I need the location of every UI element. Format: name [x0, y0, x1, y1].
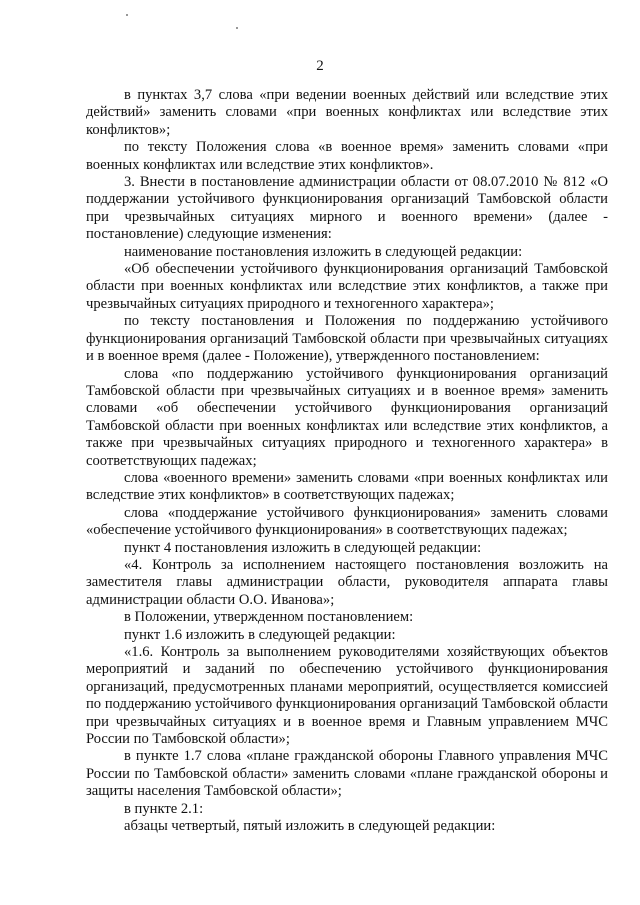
paragraph: слова «по поддержанию устойчивого функционирования организаций Тамбовской области при чрезвычайных ситуациях и в военное время» заменить словами «об обеспечении устойчивого функционирования организаций Тамбовской области при военных конфликтах или вследствие этих конфликтов, а также при чрезвычайных ситуациях природного и техногенного характера» в соответствующих падежах;: [86, 365, 608, 469]
paragraph: слова «военного времени» заменить словами «при военных конфликтах или вследствие этих конфликтов» в соответствующих падежах;: [86, 469, 608, 504]
paragraph: «Об обеспечении устойчивого функционирования организаций Тамбовской области при военных конфликтах или вследствие этих конфликтов, а также при чрезвычайных ситуациях природного и техногенного характера»;: [86, 261, 608, 312]
paragraph: «1.6. Контроль за выполнением руководителями хозяйствующих объектов мероприятий и заданий по обеспечению устойчивого функционирования организаций, предусмотренных планами мероприятий, осуществляется комиссией по поддержанию устойчивого функционирования организаций Тамбовской области при чрезвычайных ситуациях и в военное время и Главным управлением МЧС России по Тамбовской области»;: [86, 644, 608, 748]
document-body: [86, 87, 608, 835]
paragraph: пункт 1.6 изложить в следующей редакции:: [124, 626, 396, 643]
paragraph: в Положении, утвержденном постановлением:: [124, 609, 414, 626]
paragraph: наименование постановления изложить в следующей редакции:: [124, 243, 523, 260]
paragraph: по тексту постановления и Положения по поддержанию устойчивого функционирования организаций Тамбовской области при чрезвычайных ситуациях и в военное время (далее - Положение), утвержденного постановлением:: [86, 313, 608, 365]
paragraph: в пункте 2.1:: [124, 800, 204, 817]
paragraph: пункт 4 постановления изложить в следующей редакции:: [124, 539, 482, 556]
paragraph: слова «поддержание устойчивого функционирования» заменить словами «обеспечение устойчивого функционирования» в соответствующих падежах;: [86, 504, 608, 539]
page-number: 2: [316, 58, 324, 74]
scan-speck: [236, 27, 238, 29]
paragraph: «4. Контроль за исполнением настоящего постановления возложить на заместителя главы администрации области, руководителя аппарата главы администрации области О.О. Иванова»;: [86, 556, 608, 608]
paragraph: 3. Внести в постановление администрации области от 08.07.2010 № 812 «О поддержании устойчивого функционирования организаций Тамбовской области при чрезвычайных ситуациях мирного и военного времени» (далее - постановление) следующие изменения:: [86, 174, 608, 243]
paragraph: в пункте 1.7 слова «плане гражданской обороны Главного управления МЧС России по Тамбовской области» заменить словами «плане гражданской обороны и защиты населения Тамбовской области»;: [86, 748, 608, 800]
paragraph: в пунктах 3,7 слова «при ведении военных действий или вследствие этих действий» заменить словами «при военных конфликтах или вследствие этих конфликтов»;: [86, 87, 608, 138]
scan-speck: [126, 14, 128, 16]
paragraph: абзацы четвертый, пятый изложить в следующей редакции:: [124, 818, 496, 835]
paragraph: по тексту Положения слова «в военное время» заменить словами «при военных конфликтах или вследствие этих конфликтов».: [86, 139, 608, 173]
